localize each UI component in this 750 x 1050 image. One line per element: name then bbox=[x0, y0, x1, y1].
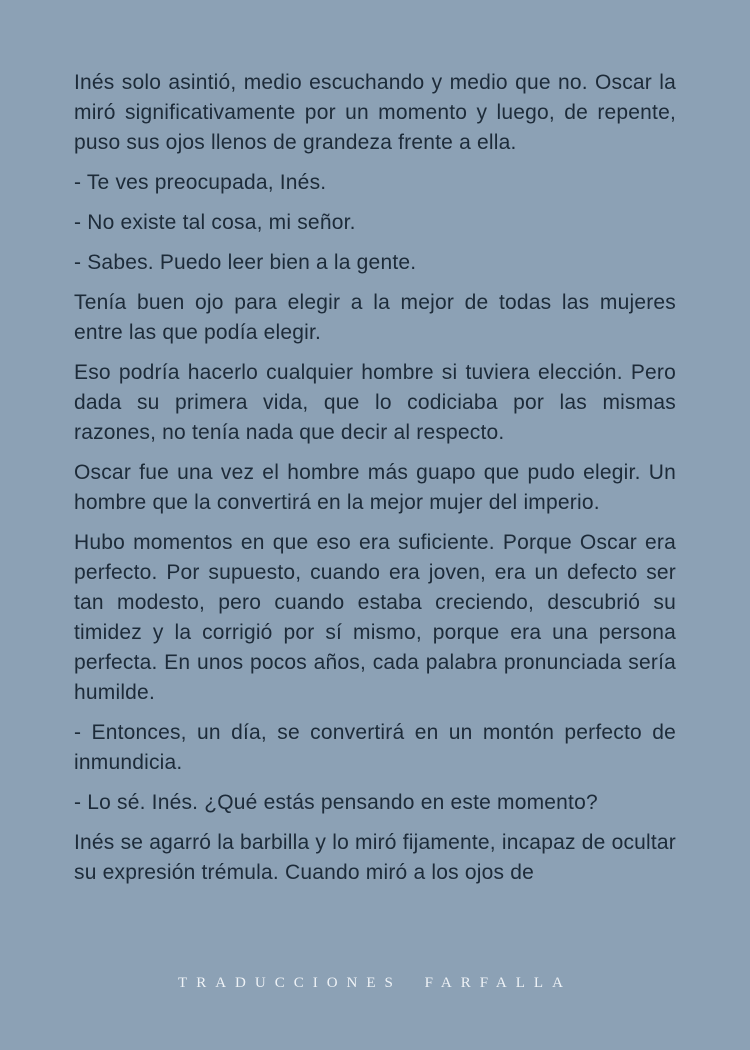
paragraph: - Lo sé. Inés. ¿Qué estás pensando en este momento? bbox=[74, 791, 598, 814]
paragraph: Inés se agarró la barbilla y lo miró fijamente, incapaz de ocultar su expresión trémula. Cuando miró a los ojos de bbox=[74, 831, 676, 884]
paragraph: Tenía buen ojo para elegir a la mejor de todas las mujeres entre las que podía elegir. bbox=[74, 291, 676, 344]
page-text bbox=[74, 68, 676, 898]
paragraph: - Entonces, un día, se convertirá en un montón perfecto de inmundicia. bbox=[74, 721, 676, 774]
page-footer bbox=[0, 974, 750, 992]
paragraph: Oscar fue una vez el hombre más guapo que pudo elegir. Un hombre que la convertirá en la mejor mujer del imperio. bbox=[74, 461, 676, 514]
paragraph: Eso podría hacerlo cualquier hombre si tuviera elección. Pero dada su primera vida, que lo codiciaba por las mismas razones, no tenía nada que decir al respecto. bbox=[74, 361, 676, 444]
paragraph: - Sabes. Puedo leer bien a la gente. bbox=[74, 251, 417, 274]
paragraph: - Te ves preocupada, Inés. bbox=[74, 171, 327, 194]
paragraph: Inés solo asintió, medio escuchando y medio que no. Oscar la miró significativamente por un momento y luego, de repente, puso sus ojos llenos de grandeza frente a ella. bbox=[74, 71, 676, 154]
paragraph: - No existe tal cosa, mi señor. bbox=[74, 211, 356, 234]
paragraph: Hubo momentos en que eso era suficiente. Porque Oscar era perfecto. Por supuesto, cuando era joven, era un defecto ser tan modesto, pero cuando estaba creciendo, descubrió su timidez y la corrigió por sí mismo, porque era una persona perfecta. En unos pocos años, cada palabra pronunciada sería humilde. bbox=[74, 531, 676, 704]
translator-watermark: TRADUCCIONES FARFALLA bbox=[178, 975, 572, 991]
